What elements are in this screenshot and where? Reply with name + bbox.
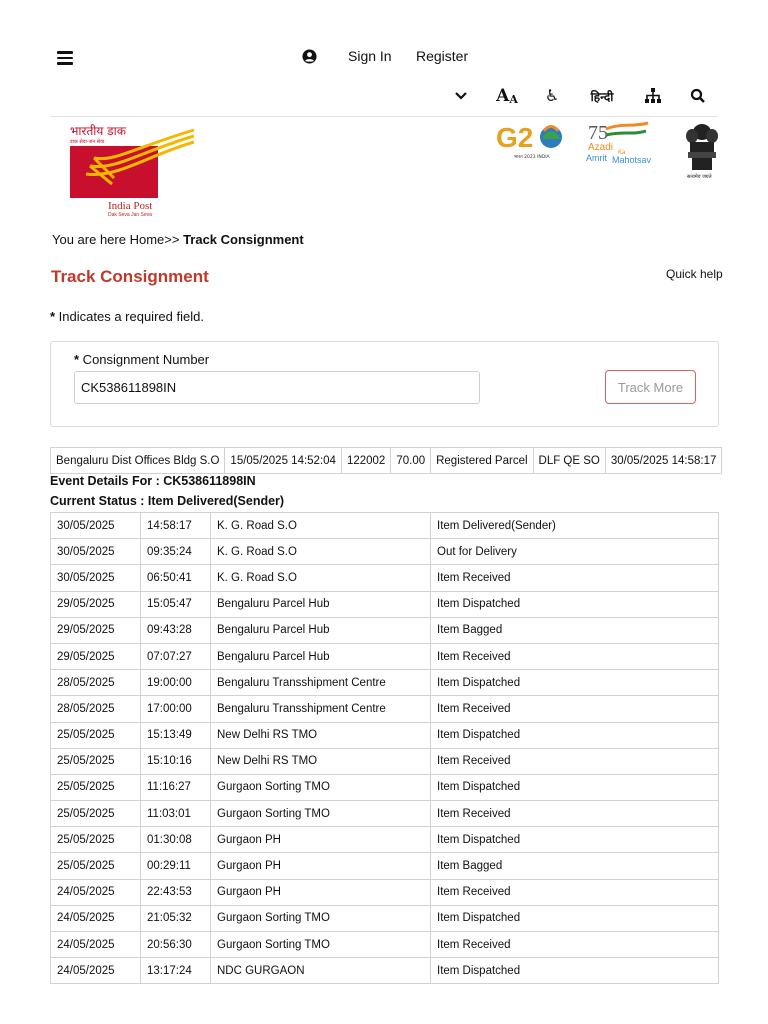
required-mark: * <box>74 352 80 367</box>
event-office: K. G. Road S.O <box>211 565 431 591</box>
azadi-ka-amrit-mahotsav-logo <box>586 121 662 165</box>
event-date: 24/05/2025 <box>51 958 141 984</box>
consignment-number-label <box>74 352 209 367</box>
svg-text:Azadi: Azadi <box>588 142 614 153</box>
event-office: Bengaluru Parcel Hub <box>211 617 431 643</box>
event-time: 13:17:24 <box>141 958 211 984</box>
event-description: Item Received <box>431 932 719 958</box>
event-row <box>51 670 719 696</box>
page-title: Track Consignment <box>51 267 209 286</box>
user-icon[interactable] <box>302 49 317 64</box>
event-description: Item Dispatched <box>431 827 719 853</box>
track-more-button[interactable]: Track More <box>605 370 696 404</box>
current-status: Current Status : Item Delivered(Sender) <box>50 494 285 508</box>
destination-office: DLF QE SO <box>533 448 605 474</box>
consignment-number-input[interactable] <box>74 371 480 404</box>
quick-help-link[interactable]: Quick help <box>666 267 723 281</box>
event-description: Item Dispatched <box>431 591 719 617</box>
svg-text:डाक सेवा-जन सेवा: डाक सेवा-जन सेवा <box>70 139 105 145</box>
event-row <box>51 827 719 853</box>
event-row <box>51 722 719 748</box>
event-office: Gurgaon Sorting TMO <box>211 932 431 958</box>
logo-tagline: Dak Seva Jan Seva <box>108 212 152 218</box>
event-time: 15:05:47 <box>141 591 211 617</box>
booking-office: Bengaluru Dist Offices Bldg S.O <box>51 448 225 474</box>
event-office: K. G. Road S.O <box>211 539 431 565</box>
track-form <box>50 341 719 427</box>
svg-text:75: 75 <box>588 122 608 144</box>
event-office: Gurgaon Sorting TMO <box>211 801 431 827</box>
event-office: New Delhi RS TMO <box>211 748 431 774</box>
utility-bar <box>0 82 768 110</box>
event-date: 29/05/2025 <box>51 591 141 617</box>
event-description: Item Received <box>431 643 719 669</box>
event-row <box>51 643 719 669</box>
event-description: Item Received <box>431 696 719 722</box>
event-date: 29/05/2025 <box>51 617 141 643</box>
accessibility-icon[interactable]: ♿ <box>544 88 560 105</box>
top-bar <box>0 40 768 74</box>
event-time: 22:43:53 <box>141 879 211 905</box>
font-size-icon[interactable]: A A <box>496 86 518 106</box>
event-description: Item Delivered(Sender) <box>431 513 719 539</box>
svg-text:Ka: Ka <box>618 150 626 156</box>
breadcrumb-prefix[interactable]: You are here Home>> <box>52 232 184 247</box>
event-row <box>51 879 719 905</box>
event-date: 28/05/2025 <box>51 696 141 722</box>
event-date: 25/05/2025 <box>51 722 141 748</box>
hindi-language-link[interactable]: हिन्दी <box>590 89 614 104</box>
event-office: Bengaluru Transshipment Centre <box>211 696 431 722</box>
event-office: Bengaluru Transshipment Centre <box>211 670 431 696</box>
event-time: 15:10:16 <box>141 748 211 774</box>
svg-text:Amrit: Amrit <box>586 153 607 163</box>
event-date: 25/05/2025 <box>51 853 141 879</box>
event-time: 07:07:27 <box>141 643 211 669</box>
event-row <box>51 591 719 617</box>
event-row <box>51 801 719 827</box>
event-time: 00:29:11 <box>141 853 211 879</box>
event-row <box>51 539 719 565</box>
event-time: 21:05:32 <box>141 905 211 931</box>
event-date: 25/05/2025 <box>51 801 141 827</box>
event-description: Item Bagged <box>431 617 719 643</box>
event-date: 30/05/2025 <box>51 513 141 539</box>
event-details-heading: Event Details For : CK538611898IN <box>50 474 256 488</box>
event-row <box>51 617 719 643</box>
required-note-text: Indicates a required field. <box>55 309 204 324</box>
event-description: Item Dispatched <box>431 905 719 931</box>
event-time: 19:00:00 <box>141 670 211 696</box>
event-row <box>51 774 719 800</box>
event-date: 30/05/2025 <box>51 565 141 591</box>
event-office: New Delhi RS TMO <box>211 722 431 748</box>
event-description: Item Bagged <box>431 853 719 879</box>
consignment-label-text: Consignment Number <box>79 352 210 367</box>
event-office: Gurgaon PH <box>211 879 431 905</box>
svg-text:भारत 2023 INDIA: भारत 2023 INDIA <box>514 155 550 160</box>
destination-pin: 122002 <box>341 448 390 474</box>
event-time: 17:00:00 <box>141 696 211 722</box>
breadcrumb-current: Track Consignment <box>183 232 304 247</box>
event-description: Item Dispatched <box>431 722 719 748</box>
event-time: 15:13:49 <box>141 722 211 748</box>
register-link[interactable]: Register <box>416 48 469 64</box>
breadcrumb <box>52 232 304 247</box>
required-mark: * <box>50 309 56 324</box>
event-time: 11:16:27 <box>141 774 211 800</box>
event-date: 25/05/2025 <box>51 774 141 800</box>
article-type: Registered Parcel <box>431 448 533 474</box>
event-description: Item Dispatched <box>431 958 719 984</box>
event-row <box>51 748 719 774</box>
header-divider <box>50 116 718 117</box>
event-time: 09:35:24 <box>141 539 211 565</box>
svg-text:भारतीय डाक: भारतीय डाक <box>70 124 126 138</box>
event-description: Item Received <box>431 801 719 827</box>
g20-logo <box>496 121 568 163</box>
event-time: 06:50:41 <box>141 565 211 591</box>
required-field-note <box>50 309 204 324</box>
event-row <box>51 958 719 984</box>
svg-text:G2: G2 <box>496 122 534 153</box>
event-time: 20:56:30 <box>141 932 211 958</box>
tariff: 70.00 <box>391 448 431 474</box>
event-office: Gurgaon PH <box>211 853 431 879</box>
event-time: 01:30:08 <box>141 827 211 853</box>
sitemap-icon[interactable] <box>642 86 664 106</box>
event-date: 25/05/2025 <box>51 827 141 853</box>
menu-icon[interactable] <box>57 51 73 64</box>
event-description: Out for Delivery <box>431 539 719 565</box>
delivered-at: 30/05/2025 14:58:17 <box>605 448 722 474</box>
national-emblem-logo <box>684 122 720 180</box>
event-description: Item Received <box>431 879 719 905</box>
event-date: 24/05/2025 <box>51 932 141 958</box>
event-date: 28/05/2025 <box>51 670 141 696</box>
search-icon[interactable] <box>687 86 709 106</box>
booking-summary-table <box>50 447 722 474</box>
event-row <box>51 905 719 931</box>
event-description: Item Received <box>431 748 719 774</box>
event-description: Item Received <box>431 565 719 591</box>
event-date: 29/05/2025 <box>51 643 141 669</box>
sign-in-link[interactable]: Sign In <box>348 48 392 64</box>
event-description: Item Dispatched <box>431 670 719 696</box>
event-time: 11:03:01 <box>141 801 211 827</box>
event-row <box>51 565 719 591</box>
event-row <box>51 696 719 722</box>
event-row <box>51 932 719 958</box>
event-office: Bengaluru Parcel Hub <box>211 643 431 669</box>
event-time: 14:58:17 <box>141 513 211 539</box>
event-office: K. G. Road S.O <box>211 513 431 539</box>
event-date: 25/05/2025 <box>51 748 141 774</box>
event-office: Bengaluru Parcel Hub <box>211 591 431 617</box>
event-office: Gurgaon PH <box>211 827 431 853</box>
event-row <box>51 853 719 879</box>
event-office: NDC GURGAON <box>211 958 431 984</box>
svg-text:Mahotsav: Mahotsav <box>612 155 652 165</box>
logo-caption: India Post <box>108 200 153 212</box>
chevron-down-icon[interactable] <box>450 86 472 106</box>
booked-at: 15/05/2025 14:52:04 <box>225 448 342 474</box>
event-office: Gurgaon Sorting TMO <box>211 774 431 800</box>
events-table <box>50 512 719 984</box>
event-date: 24/05/2025 <box>51 879 141 905</box>
event-time: 09:43:28 <box>141 617 211 643</box>
event-row <box>51 513 719 539</box>
event-date: 30/05/2025 <box>51 539 141 565</box>
summary-row <box>51 448 722 474</box>
event-date: 24/05/2025 <box>51 905 141 931</box>
svg-text:सत्यमेव जयते: सत्यमेव जयते <box>687 174 712 180</box>
event-description: Item Dispatched <box>431 774 719 800</box>
event-office: Gurgaon Sorting TMO <box>211 905 431 931</box>
